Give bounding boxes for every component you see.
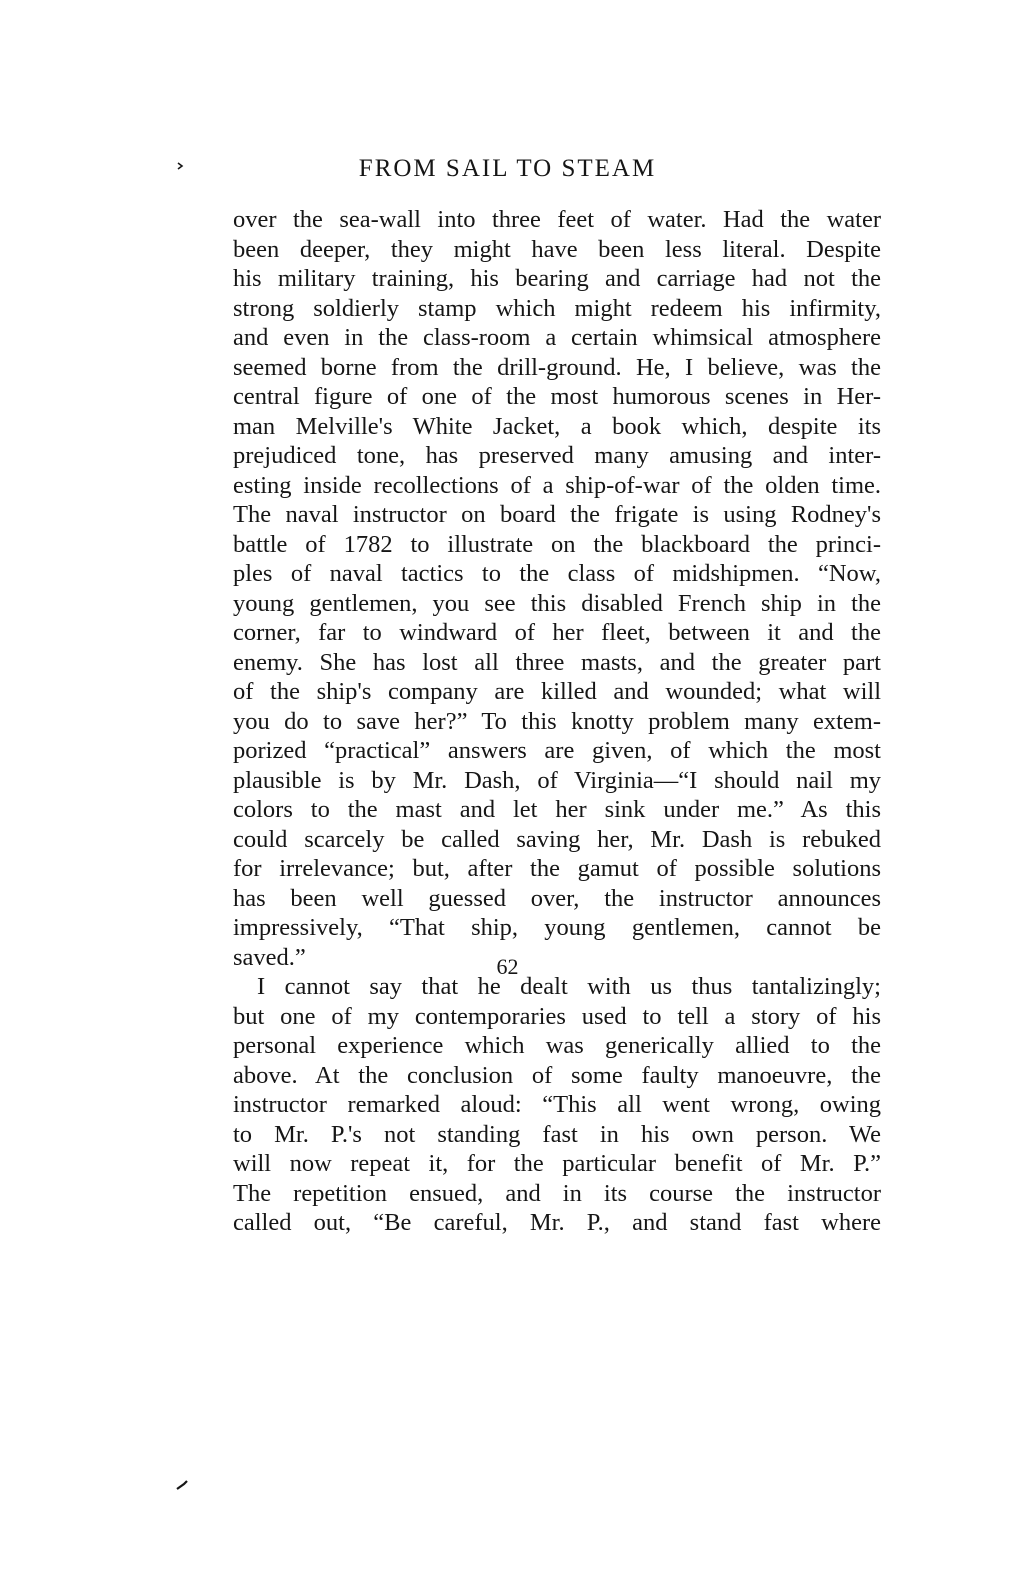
paragraph-end-line: saved.”	[233, 943, 306, 971]
text-line: for irrelevance; but, after the gamut of possible solutions	[233, 855, 881, 882]
text-line: you do to save her?” To this knotty problem many extem-	[233, 707, 881, 735]
text-line: battle of 1782 to illustrate on the blackboard the princi-	[233, 530, 881, 558]
text-line: The naval instructor on board the frigate is using Rodney's	[233, 501, 881, 528]
paragraph-start-line: I cannot say that he dealt with us thus tantalizingly;	[257, 973, 881, 1000]
text-line: of the ship's company are killed and wounded; what will	[233, 678, 881, 705]
text-line: enemy. She has lost all three masts, and the greater part	[233, 648, 881, 676]
text-line: seemed borne from the drill-ground. He, I believe, was the	[233, 353, 881, 381]
text-line: and even in the class-room a certain whimsical atmosphere	[233, 324, 881, 351]
body-text	[233, 205, 881, 1238]
text-line: called out, “Be careful, Mr. P., and stand fast where	[233, 1209, 881, 1236]
text-line: his military training, his bearing and carriage had not the	[233, 265, 881, 292]
text-line: will now repeat it, for the particular benefit of Mr. P.”	[233, 1150, 881, 1177]
running-header: FROM SAIL TO STEAM	[358, 155, 657, 182]
text-line: but one of my contemporaries used to tell a story of his	[233, 1002, 881, 1030]
text-line: man Melville's White Jacket, a book which, despite its	[233, 412, 881, 440]
text-line: been deeper, they might have been less literal. Despite	[233, 235, 881, 263]
text-line: colors to the mast and let her sink under me.” As this	[233, 796, 881, 823]
page-number: 62	[496, 954, 519, 979]
text-line: ples of naval tactics to the class of midshipmen. “Now,	[233, 560, 881, 587]
text-line: corner, far to windward of her fleet, between it and the	[233, 619, 881, 646]
text-line: over the sea-wall into three feet of water. Had the water	[233, 206, 881, 233]
text-line: porized “practical” answers are given, of which the most	[233, 737, 881, 764]
text-line: young gentlemen, you see this disabled French ship in the	[233, 589, 881, 617]
text-line: prejudiced tone, has preserved many amusing and inter-	[233, 442, 881, 469]
text-line: above. At the conclusion of some faulty manoeuvre, the	[233, 1061, 881, 1089]
text-line: esting inside recollections of a ship-of-war of the olden time.	[233, 471, 881, 499]
text-line: plausible is by Mr. Dash, of Virginia—“I should nail my	[233, 766, 881, 794]
text-line: impressively, “That ship, young gentlemen, cannot be	[233, 914, 881, 941]
text-line: personal experience which was generically allied to the	[233, 1032, 881, 1059]
text-line: instructor remarked aloud: “This all went wrong, owing	[233, 1091, 881, 1118]
text-line: has been well guessed over, the instructor announces	[233, 884, 881, 912]
text-line: strong soldierly stamp which might redeem his infirmity,	[233, 294, 881, 322]
text-line: to Mr. P.'s not standing fast in his own person. We	[233, 1120, 881, 1148]
text-line: could scarcely be called saving her, Mr. Dash is rebuked	[233, 825, 881, 853]
text-line: The repetition ensued, and in its course the instructor	[233, 1179, 881, 1207]
margin-speck-icon	[176, 1480, 188, 1490]
text-line: central figure of one of the most humorous scenes in Her-	[233, 383, 881, 410]
